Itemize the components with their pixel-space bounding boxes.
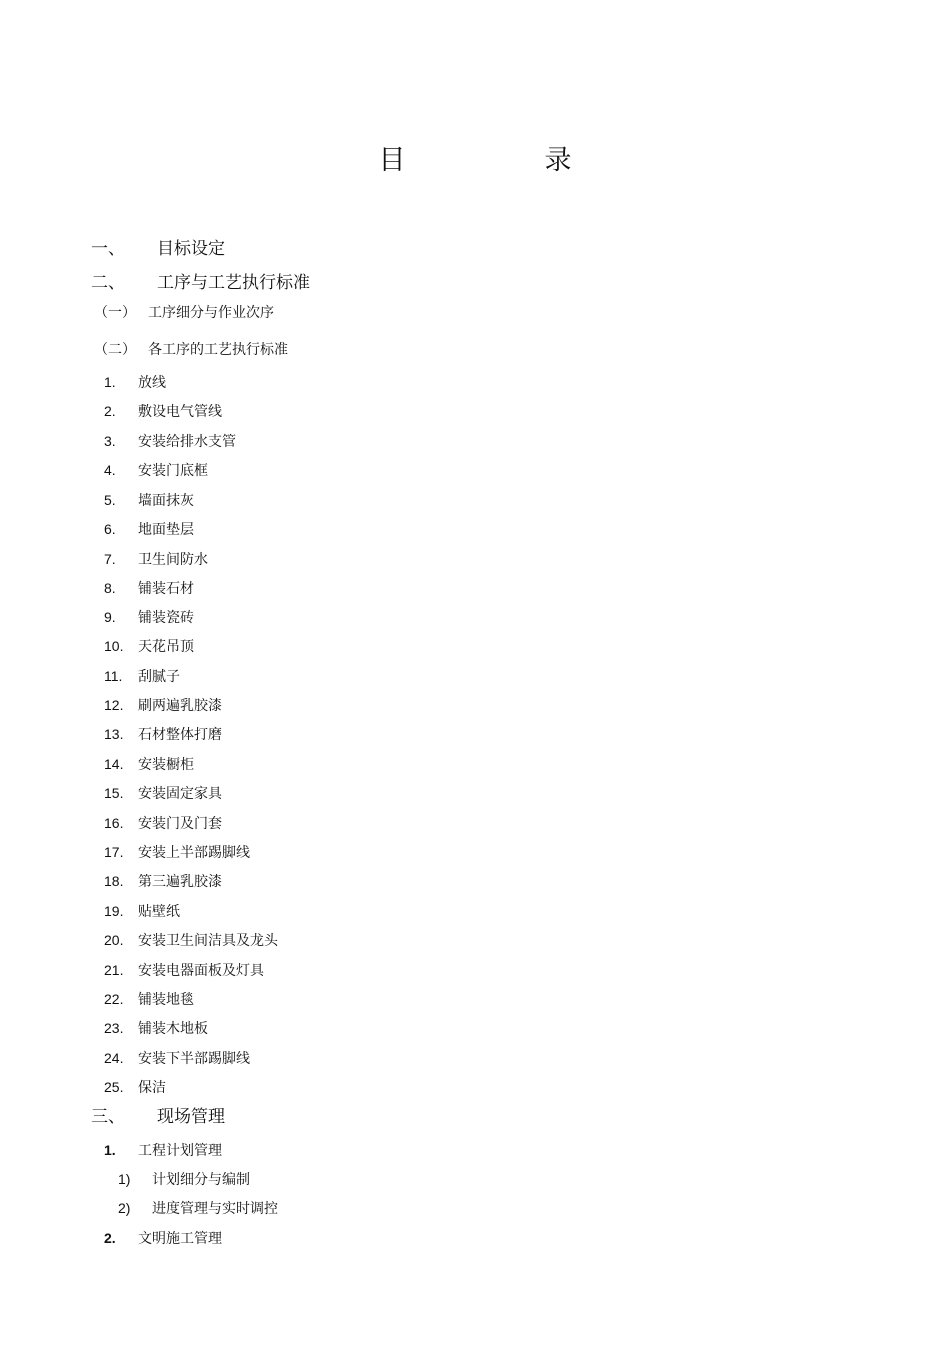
toc-label: 铺装瓷砖 [138,610,194,626]
toc-item-3-1[interactable] [104,1140,222,1161]
toc-label: 刷两遍乳胶漆 [138,698,222,714]
toc-number: 23. [104,1020,124,1036]
toc-section-2[interactable] [91,272,310,294]
page-title: 目 录 [378,145,628,176]
toc-section-1[interactable] [91,238,225,260]
toc-step-5[interactable] [104,490,194,511]
toc-number: 三、 [91,1107,125,1127]
toc-number: 8. [104,580,116,596]
toc-step-19[interactable] [104,901,180,922]
toc-number: 10. [104,638,124,654]
toc-number: 5. [104,492,116,508]
toc-number: 6. [104,521,116,537]
toc-label: 各工序的工艺执行标准 [148,342,288,358]
toc-step-16[interactable] [104,813,222,834]
toc-number: 2) [118,1200,131,1216]
toc-number: 2. [104,1230,116,1246]
toc-label: 放线 [138,375,166,391]
toc-step-17[interactable] [104,842,250,863]
toc-label: 安装电器面板及灯具 [138,963,264,979]
toc-number: 24. [104,1050,124,1066]
toc-label: 敷设电气管线 [138,404,222,420]
toc-number: 11. [104,668,123,684]
toc-number: 7. [104,551,116,567]
toc-number: 14. [104,756,124,772]
toc-label: 天花吊顶 [138,639,194,655]
toc-label: 安装门及门套 [138,816,222,832]
toc-number: 15. [104,785,124,801]
toc-number: 12. [104,697,124,713]
toc-number: 一、 [91,239,125,259]
toc-number: 9. [104,609,116,625]
toc-number: 1. [104,1142,116,1158]
toc-step-7[interactable] [104,549,208,570]
toc-label: 铺装地毯 [138,992,194,1008]
toc-label: 卫生间防水 [138,552,208,568]
toc-number: 22. [104,991,124,1007]
toc-label: 安装固定家具 [138,786,222,802]
toc-step-23[interactable] [104,1018,208,1039]
toc-subitem-3-1-2[interactable] [118,1198,278,1219]
toc-step-3[interactable] [104,431,236,452]
toc-step-11[interactable] [104,666,180,687]
toc-label: 保洁 [138,1080,166,1096]
toc-step-14[interactable] [104,754,194,775]
toc-step-12[interactable] [104,695,222,716]
toc-subsection-2-2[interactable] [94,340,288,360]
toc-subitem-3-1-1[interactable] [118,1169,250,1190]
toc-label: 刮腻子 [138,669,180,685]
toc-item-3-2[interactable] [104,1228,222,1249]
toc-number: 2. [104,403,116,419]
toc-step-21[interactable] [104,960,264,981]
toc-label: 铺装木地板 [138,1021,208,1037]
toc-label: 安装下半部踢脚线 [138,1051,250,1067]
toc-label: 贴壁纸 [138,904,180,920]
toc-label: 文明施工管理 [138,1231,222,1247]
toc-number: （一） [94,305,136,321]
toc-number: 3. [104,433,116,449]
toc-step-6[interactable] [104,519,194,540]
toc-step-22[interactable] [104,989,194,1010]
toc-label: 墙面抹灰 [138,493,194,509]
toc-number: 17. [104,844,124,860]
toc-label: 安装门底框 [138,463,208,479]
toc-number: 1) [118,1171,131,1187]
toc-step-4[interactable] [104,460,208,481]
toc-label: 第三遍乳胶漆 [138,874,222,890]
toc-step-10[interactable] [104,636,194,657]
toc-number: 二、 [91,273,125,293]
toc-number: 16. [104,815,124,831]
toc-step-13[interactable] [104,724,222,745]
toc-label: 安装卫生间洁具及龙头 [138,933,278,949]
toc-label: 工序细分与作业次序 [148,305,274,321]
toc-number: 4. [104,462,116,478]
toc-label: 计划细分与编制 [152,1172,250,1188]
toc-number: （二） [94,342,136,358]
toc-number: 13. [104,726,124,742]
toc-step-2[interactable] [104,401,222,422]
toc-step-24[interactable] [104,1048,250,1069]
toc-number: 1. [104,374,116,390]
toc-number: 21. [104,962,124,978]
toc-label: 现场管理 [157,1107,225,1127]
toc-label: 地面垫层 [138,522,194,538]
toc-number: 20. [104,932,124,948]
toc-step-18[interactable] [104,871,222,892]
toc-label: 安装橱柜 [138,757,194,773]
toc-number: 25. [104,1079,124,1095]
toc-step-9[interactable] [104,607,194,628]
toc-label: 工序与工艺执行标准 [157,273,310,293]
toc-section-3[interactable] [91,1106,225,1128]
toc-label: 进度管理与实时调控 [152,1201,278,1217]
toc-label: 铺装石材 [138,581,194,597]
toc-step-25[interactable] [104,1077,166,1098]
toc-label: 安装上半部踢脚线 [138,845,250,861]
toc-step-15[interactable] [104,783,222,804]
toc-label: 安装给排水支管 [138,434,236,450]
toc-step-1[interactable] [104,372,166,393]
toc-step-20[interactable] [104,930,278,951]
toc-number: 18. [104,873,124,889]
toc-number: 19. [104,903,124,919]
toc-label: 石材整体打磨 [138,727,222,743]
toc-step-8[interactable] [104,578,194,599]
toc-label: 目标设定 [157,239,225,259]
toc-subsection-2-1[interactable] [94,303,274,323]
toc-label: 工程计划管理 [138,1143,222,1159]
